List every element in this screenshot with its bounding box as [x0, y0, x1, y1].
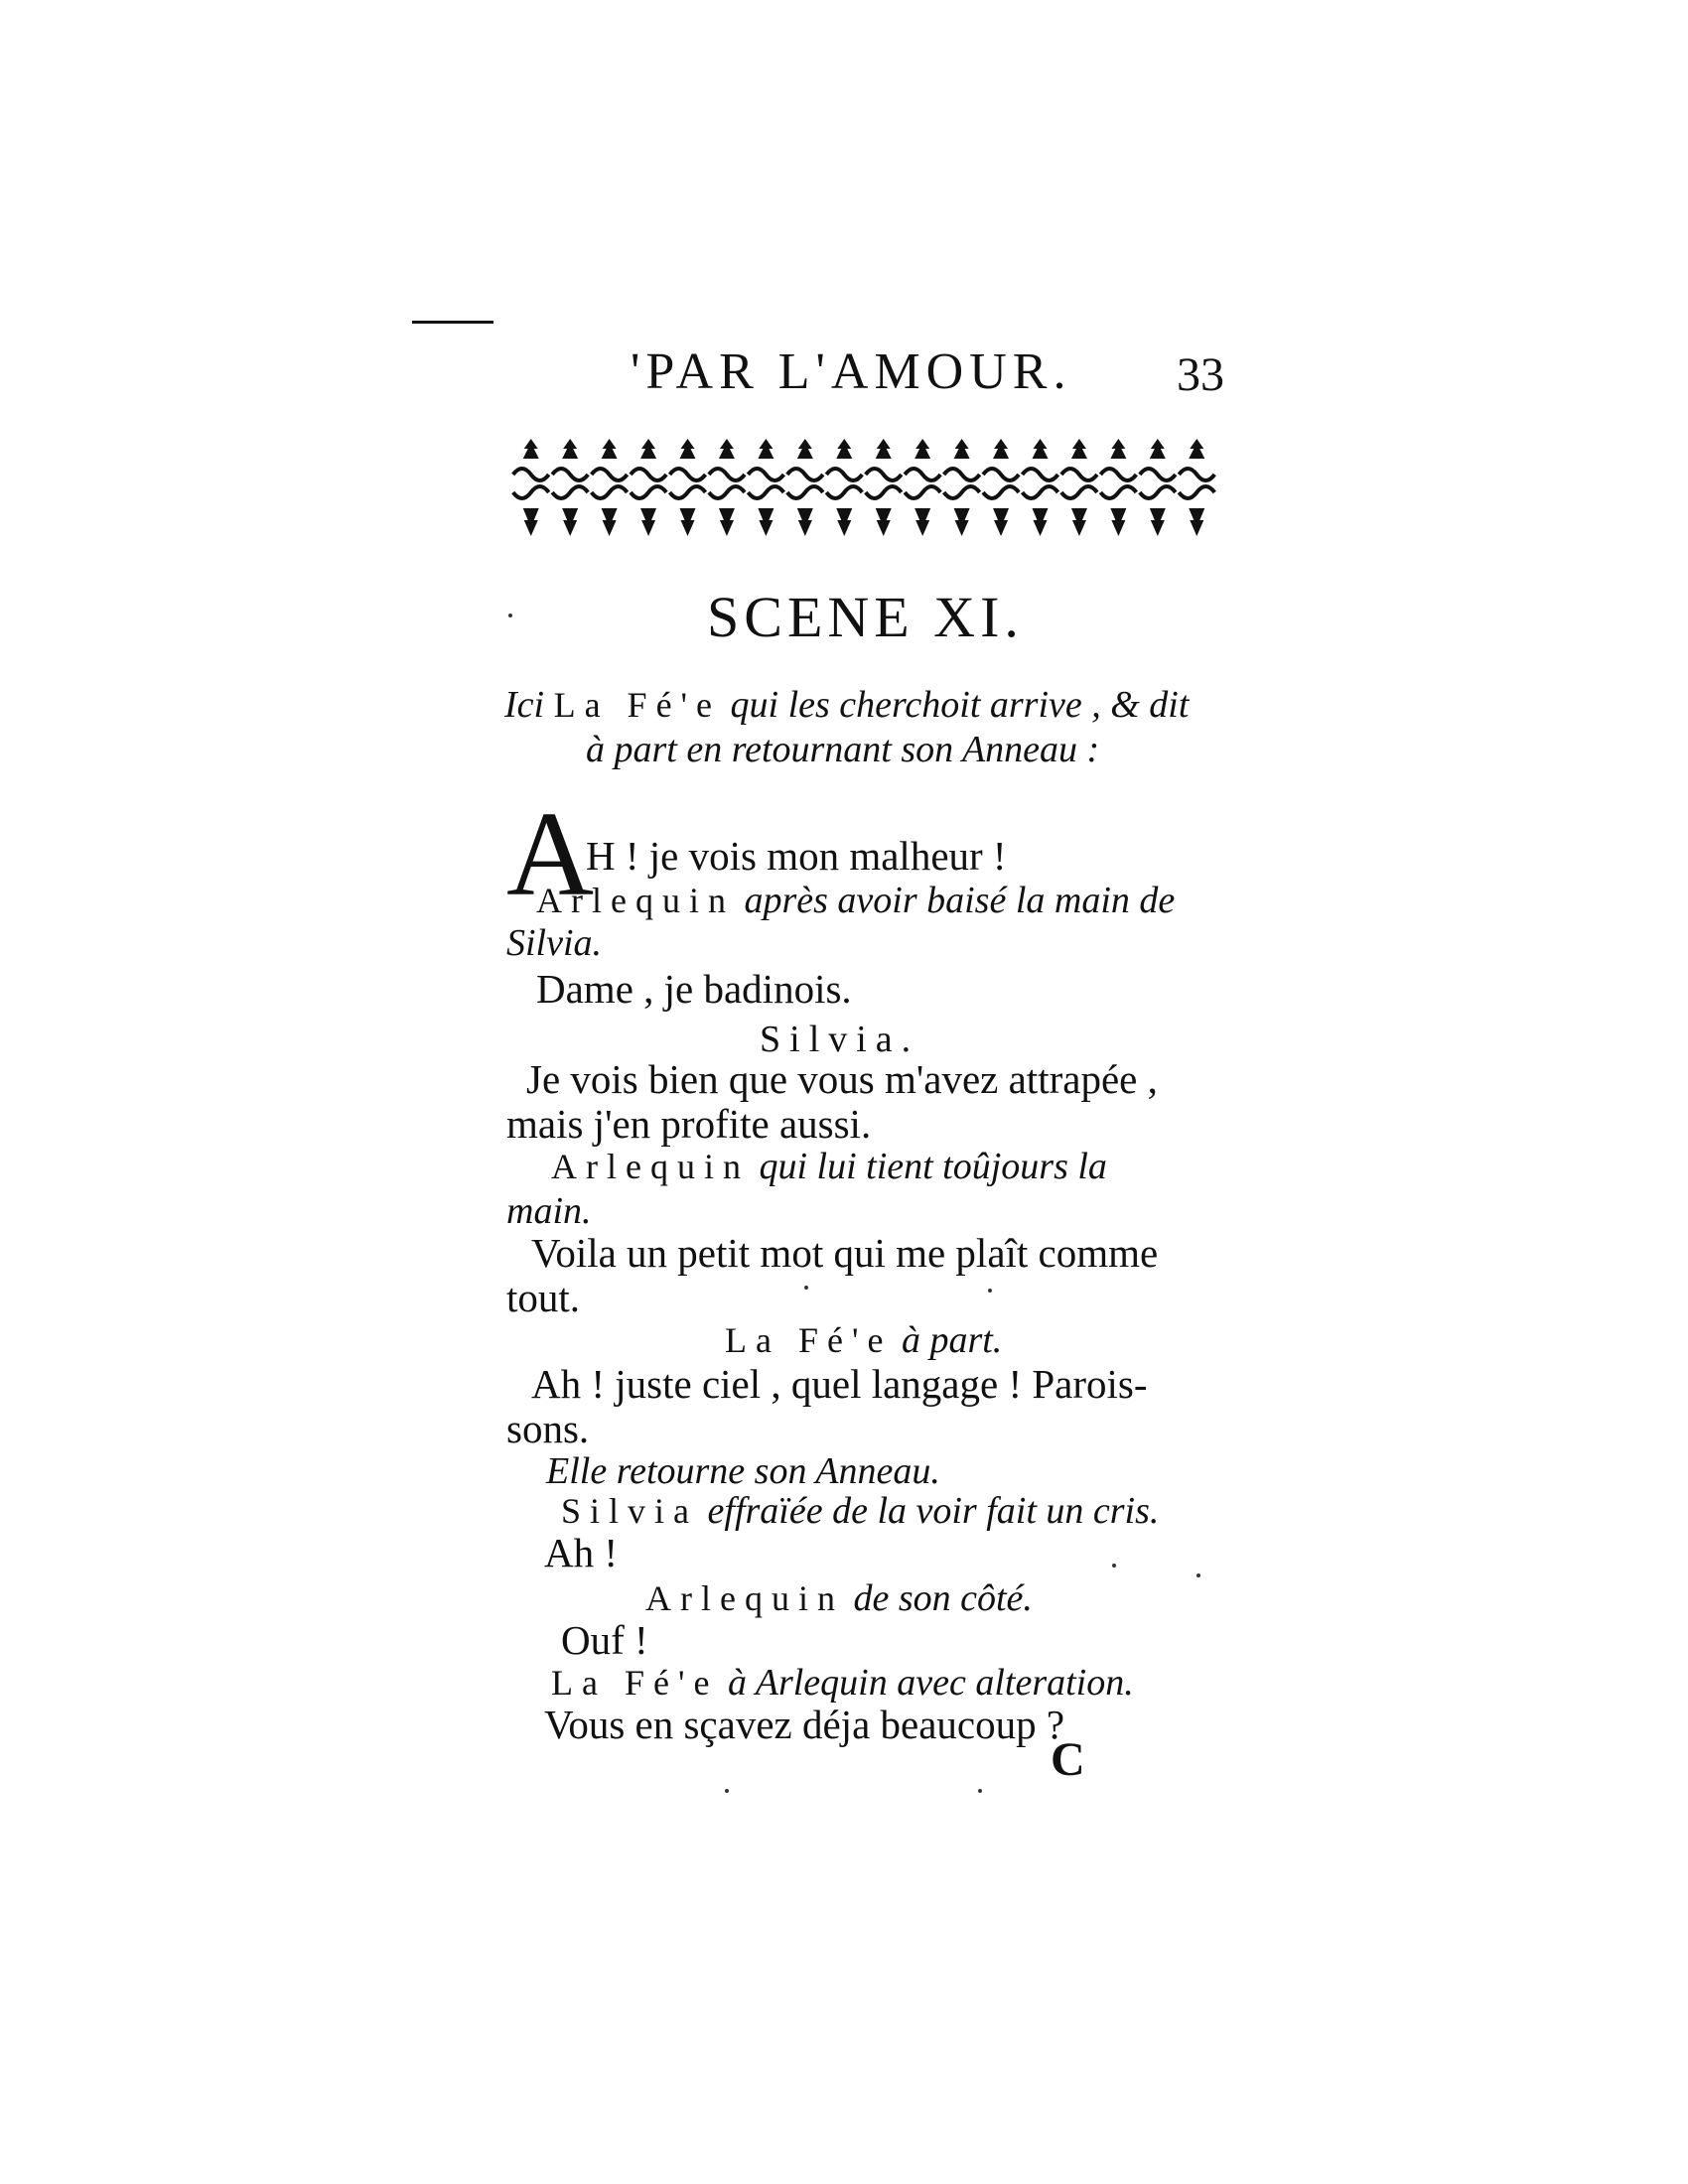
dialogue-line: Je vois bien que vous m'avez attrapée ,: [526, 1056, 1158, 1102]
stage-direction: main.: [506, 1190, 592, 1232]
stage-direction: [504, 683, 1189, 727]
stage-text: après avoir baisé la main de: [744, 880, 1176, 921]
ornament-fleuron-top: [1033, 439, 1049, 459]
ornament-scroll: [944, 469, 980, 498]
ornament-scroll: [670, 469, 706, 498]
speaker-name: Arlequin: [551, 1147, 750, 1186]
ornament-fleuron-bottom: [836, 508, 852, 536]
ornament-fleuron-bottom: [680, 508, 696, 536]
stage-direction: Elle retourne son Anneau.: [546, 1450, 940, 1492]
speaker-line: [645, 1576, 1033, 1620]
print-speck: [988, 1289, 992, 1293]
ornament-fleuron-bottom: [562, 508, 578, 536]
ornament-fleuron-bottom: [1110, 508, 1126, 536]
ornament-fleuron-top: [758, 439, 774, 459]
dialogue-line: tout.: [506, 1275, 581, 1320]
ornament-scroll: [1179, 469, 1214, 498]
ornament-fleuron-bottom: [876, 508, 892, 536]
ornament-fleuron-bottom: [914, 508, 930, 536]
ornament-fleuron-top: [1189, 439, 1204, 459]
ornament-fleuron-top: [1071, 439, 1087, 459]
dialogue-line: mais j'en profite aussi.: [506, 1101, 872, 1147]
ornament-scroll: [826, 469, 862, 498]
speaker-line: [551, 1145, 1107, 1188]
stage-direction: à part en retournant son Anneau :: [586, 729, 1100, 770]
stage-text: à Arlequin avec alteration.: [727, 1662, 1134, 1704]
ornament-fleuron-top: [797, 439, 813, 459]
dialogue-line: sons.: [506, 1406, 590, 1451]
speaker-line: [561, 1489, 1159, 1533]
decorative-ornament-band: [511, 437, 1216, 546]
dialogue-line: Ouf !: [561, 1617, 648, 1663]
speaker-name: Arlequin: [645, 1578, 844, 1618]
print-speck: [978, 1789, 982, 1793]
stage-text: qui lui tient toûjours la: [759, 1146, 1107, 1187]
speaker-name: La Fé'e: [551, 1663, 719, 1703]
dialogue-line: Voila un petit mot qui me plaît comme: [531, 1230, 1159, 1276]
ornament-scroll: [1140, 469, 1176, 498]
ornament-scroll: [983, 469, 1019, 498]
dialogue-line: Dame , je badinois.: [536, 966, 852, 1012]
dialogue-line: Ah ! juste ciel , quel langage ! Parois-: [531, 1361, 1148, 1407]
ornament-fleuron-bottom: [993, 508, 1009, 536]
ornament-scroll: [709, 469, 745, 498]
signature-mark: C: [1051, 1733, 1085, 1786]
ornament-fleuron-top: [640, 439, 656, 459]
ornament-fleuron-top: [954, 439, 970, 459]
speaker-line: [536, 879, 1175, 922]
ornament-fleuron-bottom: [954, 508, 970, 536]
ornament-scroll: [748, 469, 783, 498]
ornament-fleuron-top: [993, 439, 1009, 459]
print-speck: [508, 614, 512, 617]
speaker-name: Silvia: [561, 1491, 699, 1531]
speaker-name: La Fé'e: [553, 685, 722, 725]
ornament-fleuron-bottom: [1033, 508, 1049, 536]
print-speck: [804, 1286, 808, 1290]
ornament-scroll: [592, 469, 628, 498]
ornament-scroll: [552, 469, 588, 498]
print-speck: [1196, 1573, 1200, 1577]
ornament-fleuron-top: [680, 439, 696, 459]
speaker-name: Arlequin: [536, 881, 735, 920]
speaker-line: [725, 1318, 1002, 1362]
stage-text: qui les cherchoit arrive , & dit: [730, 684, 1190, 726]
ornament-scroll: [1061, 469, 1097, 498]
ornament-fleuron-top: [914, 439, 930, 459]
ornament-scroll: [905, 469, 940, 498]
stage-text: de son côté.: [853, 1577, 1033, 1619]
ornament-fleuron-top: [1150, 439, 1166, 459]
ornament-scroll: [1100, 469, 1136, 498]
ornament-fleuron-top: [719, 439, 735, 459]
page-number: 33: [1177, 348, 1224, 401]
stage-text: à part.: [901, 1319, 1003, 1361]
drop-cap: A: [506, 787, 595, 921]
stage-direction: Silvia.: [506, 922, 603, 964]
ornament-scroll: [1023, 469, 1058, 498]
stage-text: Ici: [504, 684, 545, 726]
dialogue-line: Ah !: [544, 1530, 619, 1575]
ornament-fleuron-bottom: [602, 508, 618, 536]
ornament-fleuron-bottom: [758, 508, 774, 536]
ornament-fleuron-bottom: [1189, 508, 1204, 536]
ornament-fleuron-bottom: [640, 508, 656, 536]
margin-rule: [412, 321, 493, 324]
ornament-fleuron-bottom: [719, 508, 735, 536]
speaker-line: [551, 1661, 1134, 1705]
ornament-scroll: [513, 469, 549, 498]
ornament-fleuron-bottom: [1150, 508, 1166, 536]
print-speck: [1112, 1564, 1116, 1568]
ornament-scroll: [787, 469, 823, 498]
stage-text: effraïée de la voir fait un cris.: [707, 1490, 1160, 1532]
ornament-fleuron-top: [1110, 439, 1126, 459]
dialogue-line: H ! je vois mon malheur !: [586, 833, 1007, 879]
dialogue-line: Vous en sçavez déja beaucoup ?: [544, 1702, 1065, 1747]
speaker-name: Silvia.: [760, 1019, 920, 1060]
running-header: 'PAR L'AMOUR.: [631, 343, 1072, 400]
ornament-fleuron-top: [602, 439, 618, 459]
speaker-name: La Fé'e: [725, 1320, 893, 1360]
ornament-fleuron-bottom: [523, 508, 539, 536]
ornament-scroll: [631, 469, 666, 498]
ornament-fleuron-top: [876, 439, 892, 459]
scene-heading: SCENE XI.: [707, 585, 1024, 649]
ornament-fleuron-top: [523, 439, 539, 459]
ornament-fleuron-top: [836, 439, 852, 459]
print-speck: [725, 1789, 729, 1793]
ornament-fleuron-bottom: [797, 508, 813, 536]
ornament-scroll: [866, 469, 902, 498]
ornament-fleuron-bottom: [1071, 508, 1087, 536]
ornament-fleuron-top: [562, 439, 578, 459]
